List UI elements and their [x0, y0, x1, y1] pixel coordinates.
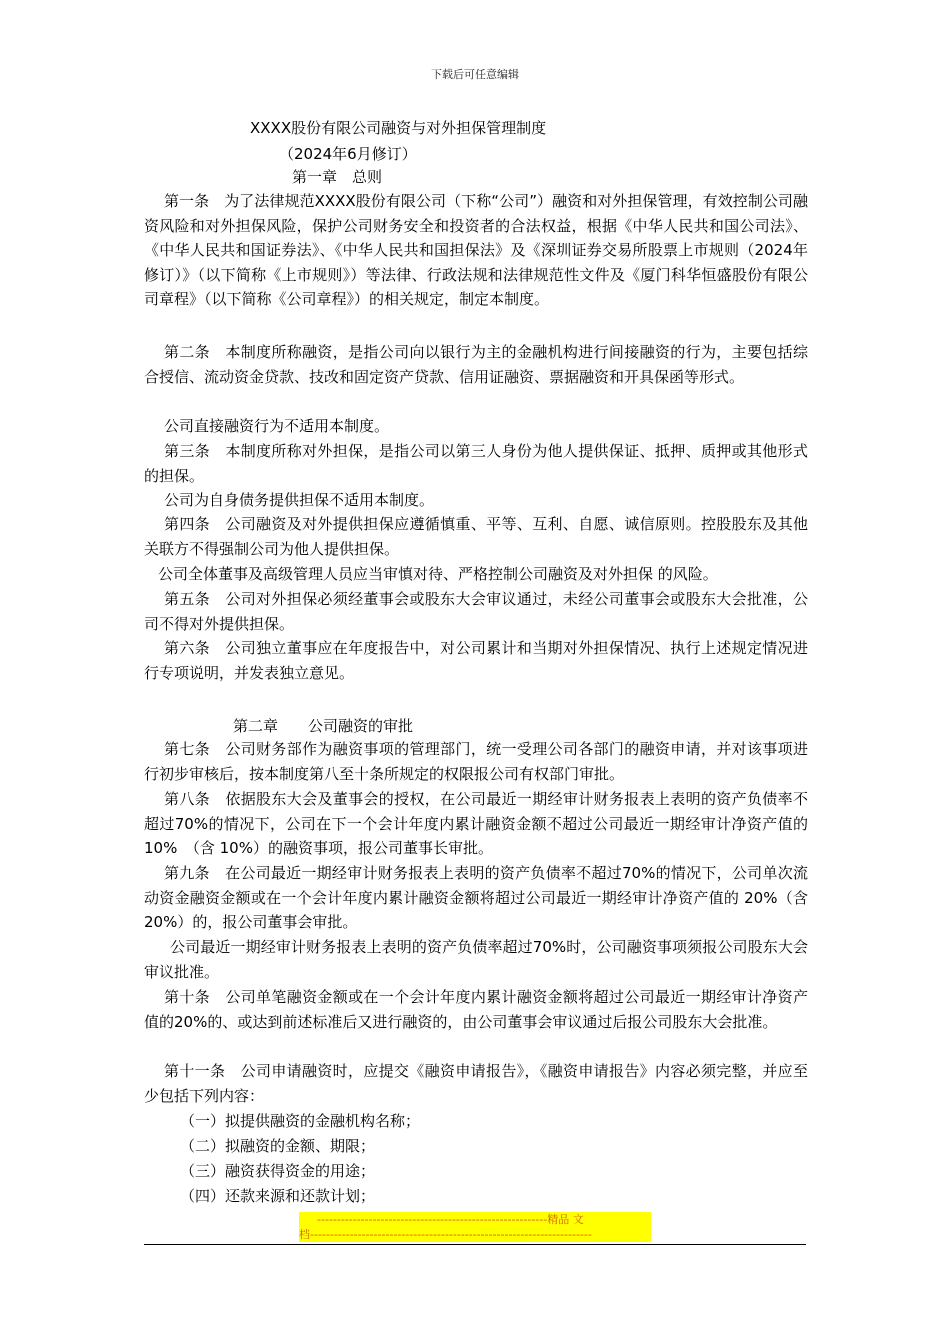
paragraph: 第四条 公司融资及对外提供担保应遵循慎重、平等、互利、自愿、诚信原则。控股股东及其他关联方不得强制公司为他人提供担保。 — [144, 515, 808, 558]
list-item: （一）拟提供融资的金融机构名称； — [180, 1112, 421, 1130]
list-item: （三）融资获得资金的用途； — [180, 1162, 376, 1180]
paragraph: 第一条 为了法律规范XXXX股份有限公司（下称“公司”）融资和对外担保管理，有效控制公司融资风险和对外担保风险，保护公司财务安全和投资者的合法权益，根据《中华人民共和国公司法》、《中华人民共和国证券法》、《中华人民共和国担保法》及《深圳证券交易所股票上市规则（2024年修订）》（以下简称《上市规则》）等法律、行政法规和法律规范性文件及《厦门科华恒盛股份有限公司章程》（以下简称《公司章程》）的相关规定，制定本制度。 — [144, 192, 808, 308]
footer-divider — [144, 1244, 806, 1245]
paragraph: 公司最近一期经审计财务报表上表明的资产负债率超过70%时，公司融资事项须报公司股东大会审议批准。 — [144, 938, 808, 981]
page-header: 下载后可任意编辑 — [431, 68, 519, 81]
footer-line: 档----------------------------------------------------------------------- — [299, 1228, 592, 1241]
document-title: XXXX股份有限公司融资与对外担保管理制度 — [250, 119, 547, 137]
paragraph: 第六条 公司独立董事应在年度报告中，对公司累计和当期对外担保情况、执行上述规定情况进行专项说明，并发表独立意见。 — [144, 639, 808, 682]
paragraph: 公司直接融资行为不适用本制度。 — [164, 417, 390, 435]
list-item: （四）还款来源和还款计划； — [180, 1187, 376, 1205]
paragraph: 第五条 公司对外担保必须经董事会或股东大会审议通过，未经公司董事会或股东大会批准，公司不得对外提供担保。 — [144, 590, 808, 633]
paragraph: 第八条 依据股东大会及董事会的授权，在公司最近一期经审计财务报表上表明的资产负债率不超过70%的情况下，公司在下一个会计年度内累计融资金额不超过公司最近一期经审计净资产值的 10% （含 10%）的融资事项，报公司董事长审批。 — [144, 790, 808, 857]
paragraph: 第三条 本制度所称对外担保，是指公司以第三人身份为他人提供保证、抵押、质押或其他形式的担保。 — [144, 442, 808, 485]
chapter-heading: 第二章 公司融资的审批 — [233, 717, 414, 735]
footer-line: ----------------------------------------------------------精品 文 — [317, 1213, 584, 1226]
paragraph: 第二条 本制度所称融资，是指公司向以银行为主的金融机构进行间接融资的行为，主要包括综合授信、流动资金贷款、技改和固定资产贷款、信用证融资、票据融资和开具保函等形式。 — [144, 343, 808, 386]
list-item: （二）拟融资的金额、期限； — [180, 1137, 376, 1155]
paragraph: 公司为自身债务提供担保不适用本制度。 — [164, 491, 435, 509]
paragraph: 第十条 公司单笔融资金额或在一个会计年度内累计融资金额将超过公司最近一期经审计净资产值的20%的、或达到前述标准后又进行融资的，由公司董事会审议通过后报公司股东大会批准。 — [144, 988, 808, 1031]
paragraph: 第七条 公司财务部作为融资事项的管理部门，统一受理公司各部门的融资申请，并对该事项进行初步审核后，按本制度第八至十条所规定的权限报公司有权部门审批。 — [144, 740, 808, 783]
paragraph: 第九条 在公司最近一期经审计财务报表上表明的资产负债率不超过70%的情况下，公司单次流动资金融资金额或在一个会计年度内累计融资金额将超过公司最近一期经审计净资产值的 20%（含 20%）的，报公司董事会审批。 — [144, 864, 808, 931]
footer-watermark — [299, 1212, 651, 1242]
paragraph: 公司全体董事及高级管理人员应当审慎对待、严格控制公司融资及对外担保 的风险。 — [158, 565, 718, 583]
paragraph: 第十一条 公司申请融资时，应提交《融资申请报告》，《融资申请报告》内容必须完整，并应至少包括下列内容： — [144, 1062, 808, 1105]
chapter-heading: 第一章 总则 — [292, 168, 383, 186]
document-subtitle: （2024年6月修订） — [279, 145, 417, 163]
